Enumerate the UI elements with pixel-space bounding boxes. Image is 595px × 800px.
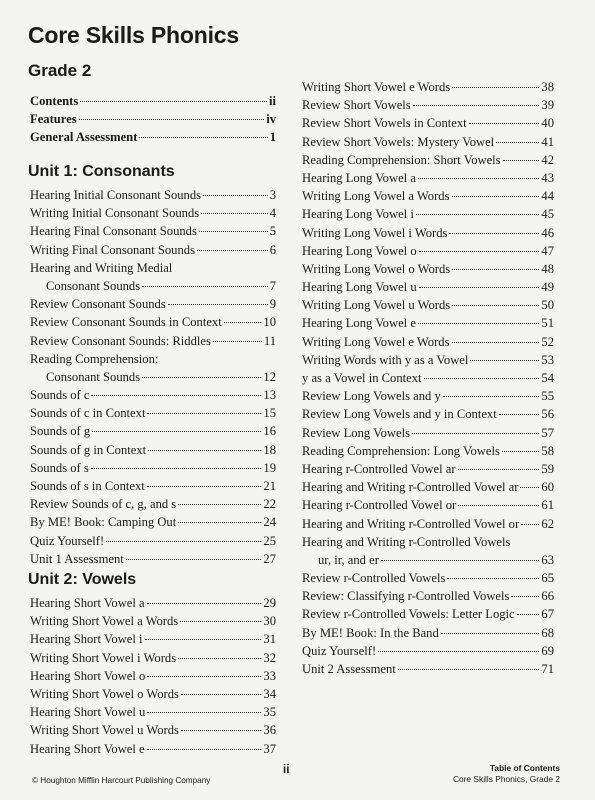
- leader-dots: [503, 160, 540, 161]
- toc-entry-medial-line1: Hearing and Writing Medial: [30, 260, 173, 275]
- toc-entry-title: Review Consonant Sounds in Context: [30, 315, 222, 330]
- toc-entry: [302, 260, 554, 278]
- footer-book: Core Skills Phonics, Grade 2: [452, 774, 560, 784]
- leader-dots: [496, 142, 539, 143]
- leader-dots: [148, 450, 261, 451]
- toc-entry: [302, 314, 554, 332]
- toc-entry-title: Hearing and Writing r-Controlled Vowel ar: [302, 480, 519, 495]
- toc-entry-title: Review: Classifying r-Controlled Vowels: [302, 589, 510, 604]
- toc-entry-page: 69: [541, 643, 554, 658]
- unit2-list-right-a: [302, 78, 554, 533]
- toc-entry: [30, 422, 276, 440]
- leader-dots: [419, 287, 540, 288]
- toc-entry: [30, 459, 276, 477]
- leader-dots: [197, 250, 268, 251]
- toc-entry-title: Hearing Long Vowel u: [302, 280, 417, 295]
- leader-dots: [521, 524, 539, 525]
- toc-entry: [30, 550, 276, 568]
- toc-entry-title: Hearing r-Controlled Vowel or: [302, 498, 457, 513]
- leader-dots: [178, 658, 261, 659]
- toc-entry-page: 49: [541, 280, 554, 295]
- leader-dots: [418, 323, 540, 324]
- leader-dots: [447, 578, 539, 579]
- toc-entry-title: Quiz Yourself!: [30, 533, 105, 548]
- leader-dots: [412, 433, 539, 434]
- leader-dots: [502, 451, 540, 452]
- toc-entry-title: Review r-Controlled Vowels: [302, 571, 446, 586]
- grade-label: Grade 2: [28, 61, 92, 80]
- toc-entry: [302, 187, 554, 205]
- toc-entry-page: 55: [541, 389, 554, 404]
- leader-dots: [80, 101, 267, 102]
- toc-entry: [30, 667, 276, 685]
- leader-dots: [147, 486, 262, 487]
- toc-entry-title: Reading Comprehension: Long Vowels: [302, 443, 500, 458]
- toc-entry-page: 21: [263, 479, 276, 493]
- toc-entry-page: 24: [263, 515, 276, 530]
- toc-entry-title: Unit 1 Assessment: [30, 551, 124, 566]
- leader-dots: [452, 305, 539, 306]
- toc-entry-page: 42: [541, 152, 554, 167]
- toc-entry-page: 66: [541, 589, 554, 604]
- toc-entry-title: Hearing Final Consonant Sounds: [30, 224, 197, 239]
- toc-entry-title: Review Short Vowels in Context: [302, 116, 467, 131]
- toc-entry-title: Writing Long Vowel e Words: [302, 334, 450, 349]
- toc-entry: [30, 204, 276, 222]
- toc-entry-title: Hearing r-Controlled Vowel ar: [302, 461, 456, 476]
- toc-entry-page: 37: [263, 741, 276, 756]
- leader-dots: [469, 123, 540, 124]
- leader-dots: [419, 251, 540, 252]
- toc-entry-title: Review Consonant Sounds: Riddles: [30, 333, 211, 348]
- toc-entry: [30, 222, 276, 240]
- copyright-notice: © Houghton Mifflin Harcourt Publishing Company: [32, 776, 211, 785]
- toc-entry-reading-line1: Reading Comprehension:: [30, 351, 159, 366]
- toc-entry-page: 63: [541, 552, 554, 567]
- unit1-list-c: [30, 386, 276, 568]
- leader-dots: [441, 633, 540, 634]
- toc-entry-title: Hearing Short Vowel a: [30, 596, 145, 610]
- toc-entry: [302, 424, 554, 442]
- leader-dots: [203, 195, 268, 196]
- toc-entry-title: Writing Long Vowel i Words: [302, 225, 448, 240]
- toc-entry-page: 46: [541, 225, 554, 240]
- toc-entry-title: Reading Comprehension: Short Vowels: [302, 152, 501, 167]
- leader-dots: [213, 341, 262, 342]
- toc-entry-page: 31: [263, 632, 276, 647]
- leader-dots: [511, 596, 539, 597]
- toc-entry: [302, 78, 554, 96]
- leader-dots: [520, 487, 539, 488]
- leader-dots: [142, 377, 261, 378]
- unit1-heading: Unit 1: Consonants: [28, 163, 175, 180]
- toc-entry: [302, 442, 554, 460]
- toc-entry: [30, 721, 276, 739]
- leader-dots: [452, 87, 539, 88]
- toc-entry-page: 57: [541, 425, 554, 440]
- toc-entry-title: Hearing Short Vowel u: [30, 705, 146, 720]
- leader-dots: [458, 505, 539, 506]
- toc-entry-page: 45: [541, 207, 554, 222]
- leader-dots: [452, 342, 540, 343]
- toc-entry-title: Consonant Sounds: [46, 278, 141, 293]
- toc-entry-title: Review Long Vowels and y in Context: [302, 407, 497, 422]
- leader-dots: [92, 431, 261, 432]
- toc-entry-page: 32: [263, 650, 276, 665]
- toc-entry-page: 13: [263, 388, 276, 403]
- toc-entry: [302, 224, 554, 242]
- leader-dots: [181, 730, 261, 731]
- toc-entry-page: 36: [263, 723, 276, 738]
- toc-entry: [30, 186, 276, 204]
- toc-entry: [30, 128, 276, 146]
- toc-entry: [30, 241, 276, 259]
- toc-entry-title: Hearing Short Vowel i: [30, 632, 143, 647]
- toc-entry-title: Writing Final Consonant Sounds: [30, 242, 195, 257]
- unit2-continued: [302, 78, 554, 678]
- toc-entry: [30, 92, 276, 110]
- leader-dots: [499, 414, 540, 415]
- toc-entry: [30, 740, 276, 758]
- toc-entry-page: 71: [541, 662, 554, 676]
- toc-entry-page: 59: [541, 461, 554, 476]
- toc-entry: [30, 368, 276, 386]
- toc-entry: [302, 660, 554, 678]
- toc-entry-rcontrolled-line1: Hearing and Writing r-Controlled Vowels: [302, 534, 511, 549]
- toc-entry-title: By ME! Book: In the Band: [302, 625, 439, 640]
- page-number: ii: [283, 764, 290, 776]
- toc-entry-title: Writing Short Vowel e Words: [302, 80, 451, 94]
- leader-dots: [178, 504, 261, 505]
- toc-entry: [302, 478, 554, 496]
- toc-entry-title: Sounds of s in Context: [30, 479, 145, 493]
- toc-entry-page: 65: [541, 571, 554, 586]
- leader-dots: [147, 603, 262, 604]
- toc-entry-title: Sounds of c in Context: [30, 406, 146, 421]
- leader-dots: [147, 712, 261, 713]
- toc-entry: [302, 387, 554, 405]
- toc-entry-page: 54: [541, 371, 554, 385]
- toc-entry: [302, 569, 554, 587]
- toc-entry: [302, 460, 554, 478]
- leader-dots: [91, 395, 261, 396]
- leader-dots: [91, 468, 262, 469]
- toc-entry-page: iv: [266, 112, 276, 127]
- toc-entry-title: By ME! Book: Camping Out: [30, 515, 177, 530]
- toc-entry-page: 53: [541, 352, 554, 367]
- toc-entry-page: 30: [263, 614, 276, 629]
- toc-entry-page: 4: [269, 206, 276, 221]
- leader-dots: [470, 360, 539, 361]
- toc-entry: [30, 441, 276, 459]
- toc-entry: [302, 515, 554, 533]
- leader-dots: [452, 196, 540, 197]
- toc-entry-page: 16: [263, 424, 276, 439]
- unit1-section: [30, 162, 276, 568]
- toc-entry: [30, 495, 276, 513]
- toc-entry: [302, 333, 554, 351]
- toc-entry-title: Review Short Vowels: Mystery Vowel: [302, 134, 495, 149]
- unit2-section: [30, 570, 276, 758]
- toc-entry-page: 40: [541, 116, 554, 131]
- toc-entry-page: 56: [541, 407, 554, 422]
- leader-dots: [381, 560, 540, 561]
- toc-entry: [30, 649, 276, 667]
- toc-entry: [302, 151, 554, 169]
- toc-entry-title: Sounds of g: [30, 424, 91, 439]
- toc-entry-title: Hearing Short Vowel o: [30, 668, 146, 683]
- unit2-heading: Unit 2: Vowels: [28, 571, 137, 588]
- toc-entry-title: Review Long Vowels: [302, 425, 410, 440]
- toc-entry-page: 39: [541, 98, 554, 113]
- toc-entry: [302, 278, 554, 296]
- toc-entry-page: 12: [263, 369, 276, 384]
- unit1-list-a: [30, 186, 276, 259]
- toc-entry-page: 5: [269, 224, 276, 239]
- toc-entry-page: 47: [541, 243, 554, 258]
- toc-entry-page: 27: [263, 551, 276, 566]
- leader-dots: [145, 639, 262, 640]
- toc-entry: [302, 642, 554, 660]
- toc-entry: [302, 369, 554, 387]
- toc-entry: [30, 612, 276, 630]
- toc-entry: [30, 685, 276, 703]
- toc-entry: [302, 114, 554, 132]
- toc-entry: [30, 532, 276, 550]
- leader-dots: [224, 322, 262, 323]
- toc-entry-page: 29: [263, 596, 276, 610]
- toc-entry: [30, 277, 276, 295]
- toc-entry-page: 1: [269, 130, 276, 145]
- toc-entry-page: 7: [269, 278, 276, 293]
- toc-entry: [302, 169, 554, 187]
- toc-entry: [302, 496, 554, 514]
- toc-entry: [30, 404, 276, 422]
- toc-entry: [302, 133, 554, 151]
- toc-entry-title: Hearing Initial Consonant Sounds: [30, 188, 202, 202]
- toc-entry: [30, 332, 276, 350]
- toc-entry-page: 35: [263, 705, 276, 720]
- leader-dots: [142, 286, 268, 287]
- toc-entry-page: 22: [263, 497, 276, 512]
- toc-entry-page: 34: [263, 686, 276, 701]
- leader-dots: [199, 231, 268, 232]
- toc-entry-title: Unit 2 Assessment: [302, 662, 396, 676]
- toc-entry: [30, 295, 276, 313]
- leader-dots: [79, 119, 265, 120]
- toc-entry-page: 25: [263, 533, 276, 548]
- toc-entry-page: 10: [263, 315, 276, 330]
- toc-entry-page: 18: [263, 442, 276, 457]
- toc-entry-title: Consonant Sounds: [46, 369, 141, 384]
- toc-entry-title: Sounds of c: [30, 388, 90, 403]
- toc-entry-title: Writing Words with y as a Vowel: [302, 352, 469, 367]
- toc-entry: [302, 605, 554, 623]
- toc-entry-page: 60: [541, 480, 554, 495]
- leader-dots: [378, 651, 539, 652]
- toc-entry: [302, 205, 554, 223]
- toc-entry-page: 61: [541, 498, 554, 513]
- leader-dots: [147, 676, 261, 677]
- toc-entry-title: Hearing Long Vowel o: [302, 243, 417, 258]
- toc-entry: [302, 551, 554, 569]
- toc-entry-page: 67: [541, 607, 554, 622]
- toc-entry-page: 50: [541, 298, 554, 313]
- leader-dots: [181, 694, 261, 695]
- leader-dots: [416, 214, 540, 215]
- toc-entry-title: Review r-Controlled Vowels: Letter Logic: [302, 607, 515, 622]
- toc-entry: [30, 630, 276, 648]
- leader-dots: [418, 178, 540, 179]
- leader-dots: [147, 413, 261, 414]
- toc-entry-title: Hearing and Writing r-Controlled Vowel or: [302, 516, 520, 531]
- leader-dots: [180, 621, 261, 622]
- toc-entry: [30, 477, 276, 495]
- toc-entry-page: 48: [541, 261, 554, 276]
- toc-entry-page: 41: [541, 134, 554, 149]
- toc-entry-page: 62: [541, 516, 554, 531]
- toc-entry-title: Writing Long Vowel o Words: [302, 261, 451, 276]
- toc-entry-title: Quiz Yourself!: [302, 643, 377, 658]
- toc-entry-page: 38: [541, 80, 554, 94]
- toc-entry-title: Review Sounds of c, g, and s: [30, 497, 177, 512]
- footer-section: Table of Contents: [489, 763, 560, 773]
- toc-entry-title: Hearing Long Vowel i: [302, 207, 414, 222]
- toc-entry: [302, 351, 554, 369]
- leader-dots: [106, 541, 261, 542]
- toc-entry-title: Writing Short Vowel u Words: [30, 723, 179, 738]
- toc-entry-title: Hearing Long Vowel a: [302, 170, 416, 185]
- toc-entry-title: Contents: [30, 94, 79, 108]
- leader-dots: [449, 233, 539, 234]
- toc-entry-title: General Assessment: [30, 130, 138, 145]
- toc-entry-page: 11: [263, 333, 276, 348]
- toc-entry: [302, 405, 554, 423]
- toc-entry: [302, 624, 554, 642]
- toc-entry-page: 6: [269, 242, 276, 257]
- toc-entry-page: 3: [269, 188, 276, 202]
- toc-entry-title: ur, ir, and er: [318, 552, 379, 567]
- leader-dots: [443, 396, 540, 397]
- toc-entry-page: 9: [269, 297, 276, 312]
- toc-entry-page: 51: [541, 316, 554, 331]
- toc-entry: [30, 110, 276, 128]
- toc-entry-page: 43: [541, 170, 554, 185]
- leader-dots: [398, 669, 540, 670]
- toc-entry-page: 44: [541, 189, 554, 204]
- toc-entry-page: 15: [263, 406, 276, 421]
- toc-entry: [30, 703, 276, 721]
- leader-dots: [168, 304, 268, 305]
- unit2-list-left: [30, 594, 276, 758]
- toc-entry-title: y as a Vowel in Context: [302, 371, 422, 385]
- leader-dots: [201, 213, 268, 214]
- toc-entry-title: Writing Initial Consonant Sounds: [30, 206, 200, 221]
- toc-entry-page: 58: [541, 443, 554, 458]
- toc-entry-title: Writing Long Vowel a Words: [302, 189, 450, 204]
- leader-dots: [126, 559, 262, 560]
- toc-entry-title: Review Consonant Sounds: [30, 297, 166, 312]
- front-matter-list: [30, 92, 276, 147]
- toc-entry-title: Writing Short Vowel o Words: [30, 686, 179, 701]
- leader-dots: [413, 105, 540, 106]
- toc-entry-page: 33: [263, 668, 276, 683]
- toc-entry-page: 19: [263, 460, 276, 475]
- toc-entry-page: ii: [269, 94, 276, 108]
- toc-entry-title: Writing Short Vowel i Words: [30, 650, 177, 665]
- toc-entry-title: Writing Short Vowel a Words: [30, 614, 179, 629]
- toc-entry-title: Sounds of s: [30, 460, 89, 475]
- running-footer: [453, 763, 560, 785]
- leader-dots: [458, 469, 540, 470]
- toc-entry-title: Hearing Short Vowel e: [30, 741, 145, 756]
- toc-entry-page: 52: [541, 334, 554, 349]
- toc-entry: [302, 242, 554, 260]
- toc-entry-title: Review Long Vowels and y: [302, 389, 441, 404]
- toc-entry-title: Features: [30, 112, 77, 127]
- toc-entry-title: Sounds of g in Context: [30, 442, 147, 457]
- toc-entry: [302, 296, 554, 314]
- toc-entry: [30, 594, 276, 612]
- toc-entry: [302, 587, 554, 605]
- unit2-list-right-b: [302, 569, 554, 678]
- toc-entry-title: Review Short Vowels: [302, 98, 411, 113]
- leader-dots: [452, 269, 539, 270]
- leader-dots: [147, 749, 262, 750]
- leader-dots: [178, 522, 261, 523]
- toc-entry: [30, 513, 276, 531]
- leader-dots: [424, 378, 540, 379]
- unit1-list-b: [30, 295, 276, 350]
- leader-dots: [139, 137, 267, 138]
- toc-entry-page: 68: [541, 625, 554, 640]
- toc-entry-title: Writing Long Vowel u Words: [302, 298, 451, 313]
- book-title: Core Skills Phonics: [28, 22, 239, 48]
- toc-entry: [302, 96, 554, 114]
- toc-entry-title: Hearing Long Vowel e: [302, 316, 416, 331]
- toc-entry: [30, 313, 276, 331]
- toc-entry: [30, 386, 276, 404]
- leader-dots: [517, 614, 540, 615]
